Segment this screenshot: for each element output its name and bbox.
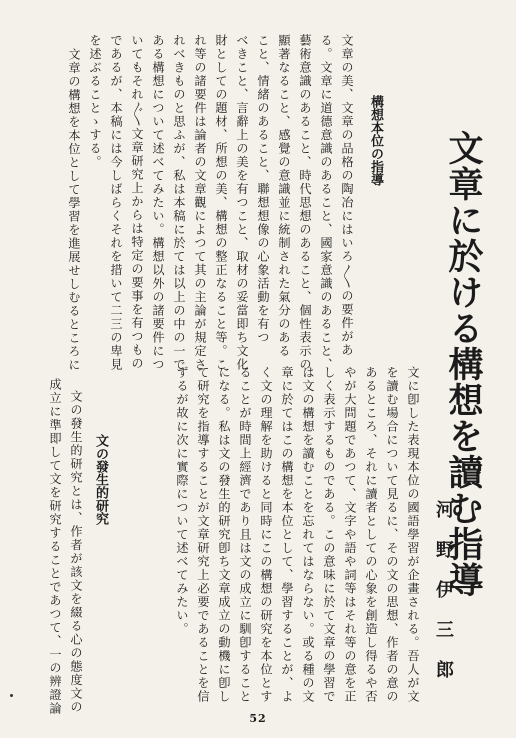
page-number: 52: [249, 712, 267, 725]
text-column: いてもそれ〴〵文章研究上からは特定の要事を有つもの: [130, 34, 144, 371]
text-column: 成立に準即して文を研究することであつて、一の辨證論: [48, 378, 62, 716]
text-column: 文に卽した表現本位の國語學習が企畫される。吾人が文: [406, 366, 420, 704]
text-column: れ等の諸要件は論者の文章觀によつて其の主論が規定さ: [193, 34, 207, 372]
text-column: は文の構想を讀むことを忘れてはならない。或る種の文: [301, 366, 315, 704]
text-column: て研究を指導することが文章研究上必要であることを信: [196, 366, 210, 704]
ink-dot: [10, 694, 13, 697]
text-column: しく表示するものである。この意味に於て文章の學習で: [322, 366, 336, 704]
text-column: あるところ、それに讀者としての心象を創造し得るや否: [364, 366, 378, 704]
article-title: 文章に於ける構想を讀む指導: [443, 130, 484, 598]
text-column: ずるが故に次に實際について述べてみたい。: [175, 366, 189, 636]
text-column: を述ぶることゝする。: [88, 34, 102, 169]
text-column: 顯著なること、感覺の意識並に統制された氣分のある: [277, 34, 291, 358]
text-column: であるが、本稿には今しばらくそれを措いて二三の卑見: [109, 34, 123, 372]
text-column: になる。私は文の發生的研究卽ち文章成立の動機に卽し: [217, 366, 231, 704]
text-column: 文章の構想を本位として學習を進展せしむるところに: [67, 48, 81, 372]
section-heading: 文の發生的研究: [93, 434, 108, 525]
section-heading: 構想本位の指導: [368, 95, 383, 186]
text-column: を讀む場合について見るに、その文の思想、作者の意の: [385, 366, 399, 704]
text-column: 文の發生的研究とは、作者が該文を綴る心の態度文の: [69, 390, 83, 714]
text-column: ることが時間上經濟であり且は文の成立に馴卽すること: [238, 366, 252, 704]
text-column: 財としての題材、所想の美、構想の整正なること等。こ: [214, 34, 228, 372]
text-column: 藝術意識のあること、時代思想のあること、個性表示の: [298, 34, 312, 372]
text-column: 章に於てはこの構想を本位として、學習することが、よ: [280, 366, 294, 704]
text-column: こと、情緒のあること、聯想想像の心象活動を有つ: [256, 34, 270, 345]
text-column: 文章の美、文章の品格の陶冶にはいろ〳〵の要件があ: [340, 34, 354, 357]
text-column: れべきものと思ふが、私は本稿に於ては以上の中の一で: [172, 34, 186, 372]
text-column: る。文章に道德意識のあること、國家意識のあること、: [319, 34, 333, 372]
text-column: く文の理解を助けると同時にこの構想の研究を本位とす: [259, 366, 273, 704]
author-name: 河野伊三郎: [433, 500, 454, 700]
text-column: ある構想について述べてみたい。構想以外の諸要件につ: [151, 34, 165, 372]
text-column: やが大問題であつて、文字や語や詞等はそれ等の意を正: [343, 366, 357, 704]
text-column: べきこと、言辭上の美を有つこと、取材の妥當即ち文化: [235, 34, 249, 372]
